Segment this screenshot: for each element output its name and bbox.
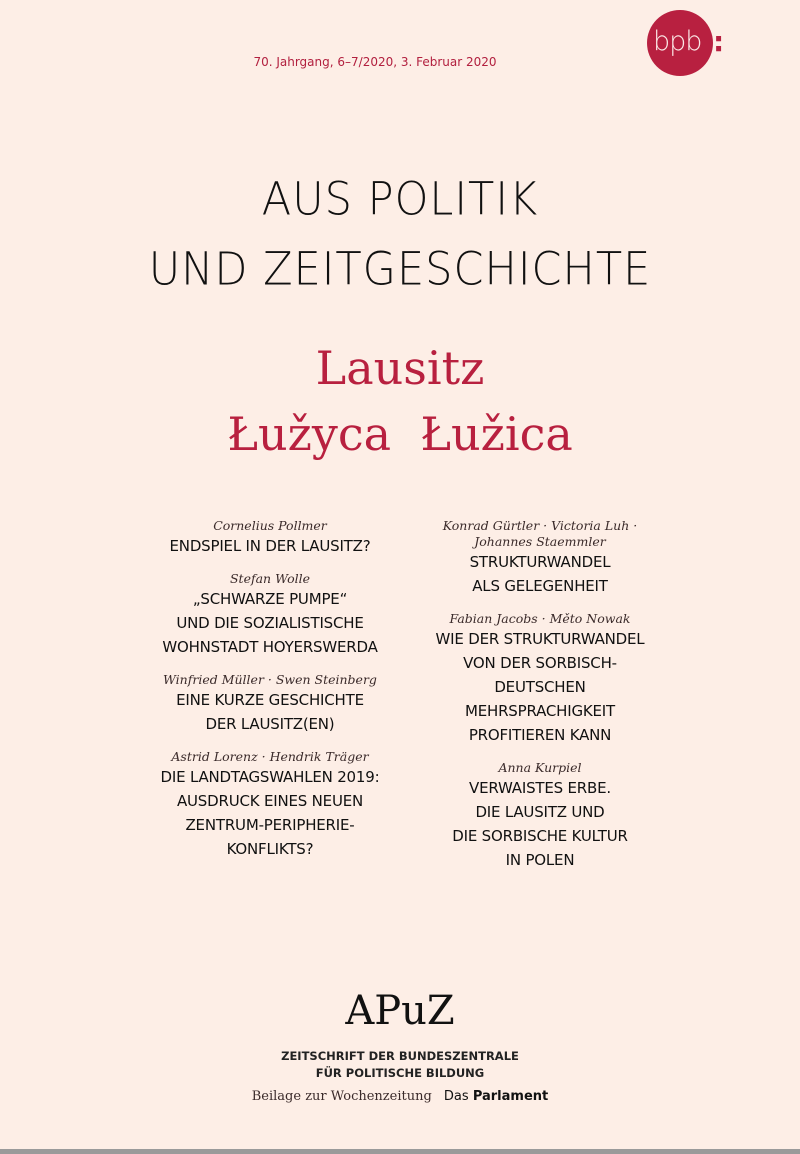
article-author: Winfried Müller · Swen Steinberg: [163, 672, 377, 687]
article-entry[interactable]: [125, 571, 415, 659]
newspaper-name: Das Parlament: [443, 1089, 549, 1104]
article-title: EINE KURZE GESCHICHTE DER LAUSITZ(EN): [176, 691, 364, 733]
articles-right-column: [395, 518, 685, 885]
supplement-text: Beilage zur Wochenzeitung: [251, 1089, 432, 1104]
article-title: STRUKTURWANDEL ALS GELEGENHEIT: [469, 553, 611, 595]
supplement-line: [0, 1089, 800, 1104]
article-author: Anna Kurpiel: [498, 760, 582, 775]
title-line-2: UND ZEITGESCHICHTE: [148, 243, 652, 297]
magazine-title: [0, 165, 800, 305]
topic-line-2: Łužyca Łužica: [227, 407, 573, 461]
articles-left-column: [125, 518, 415, 874]
topic-line-1: Lausitz: [315, 341, 485, 395]
logo-text: bpb: [653, 26, 702, 57]
article-title: ENDSPIEL IN DER LAUSITZ?: [169, 537, 371, 555]
article-entry[interactable]: [395, 611, 685, 747]
article-entry[interactable]: [395, 760, 685, 872]
apuz-brand: APuZ: [345, 988, 455, 1034]
article-author: Cornelius Pollmer: [213, 518, 327, 533]
title-line-1: AUS POLITIK: [261, 173, 539, 227]
issue-text: 70. Jahrgang, 6–7/2020, 3. Februar 2020: [253, 55, 497, 69]
article-entry[interactable]: [125, 672, 415, 736]
article-entry[interactable]: [125, 749, 415, 861]
article-author: Stefan Wolle: [229, 571, 310, 586]
publisher-line: ZEITSCHRIFT DER BUNDESZENTRALE FÜR POLITISCHE BILDUNG: [281, 1049, 519, 1080]
article-entry[interactable]: [125, 518, 415, 558]
article-title: DIE LANDTAGSWAHLEN 2019: AUSDRUCK EINES NEUEN ZENTRUM-PERIPHERIE- KONFLIKTS?: [160, 768, 380, 858]
article-author: Astrid Lorenz · Hendrik Träger: [171, 749, 369, 764]
bottom-scrollbar-edge: [0, 1149, 800, 1154]
article-author: Konrad Gürtler · Victoria Luh · Johannes Staemmler: [442, 518, 638, 549]
article-title: „SCHWARZE PUMPE“ UND DIE SOZIALISTISCHE WOHNSTADT HOYERSWERDA: [162, 590, 378, 656]
article-title: WIE DER STRUKTURWANDEL VON DER SORBISCH- DEUTSCHEN MEHRSPRACHIGKEIT PROFITIEREN KANN: [435, 630, 645, 744]
issue-topic: [0, 335, 800, 467]
article-title: VERWAISTES ERBE. DIE LAUSITZ UND DIE SORBISCHE KULTUR IN POLEN: [452, 779, 628, 869]
bpb-logo[interactable]: [647, 10, 741, 86]
article-entry[interactable]: [395, 518, 685, 598]
article-author: Fabian Jacobs · Měto Nowak: [449, 611, 631, 626]
logo-colon: :: [713, 25, 725, 58]
